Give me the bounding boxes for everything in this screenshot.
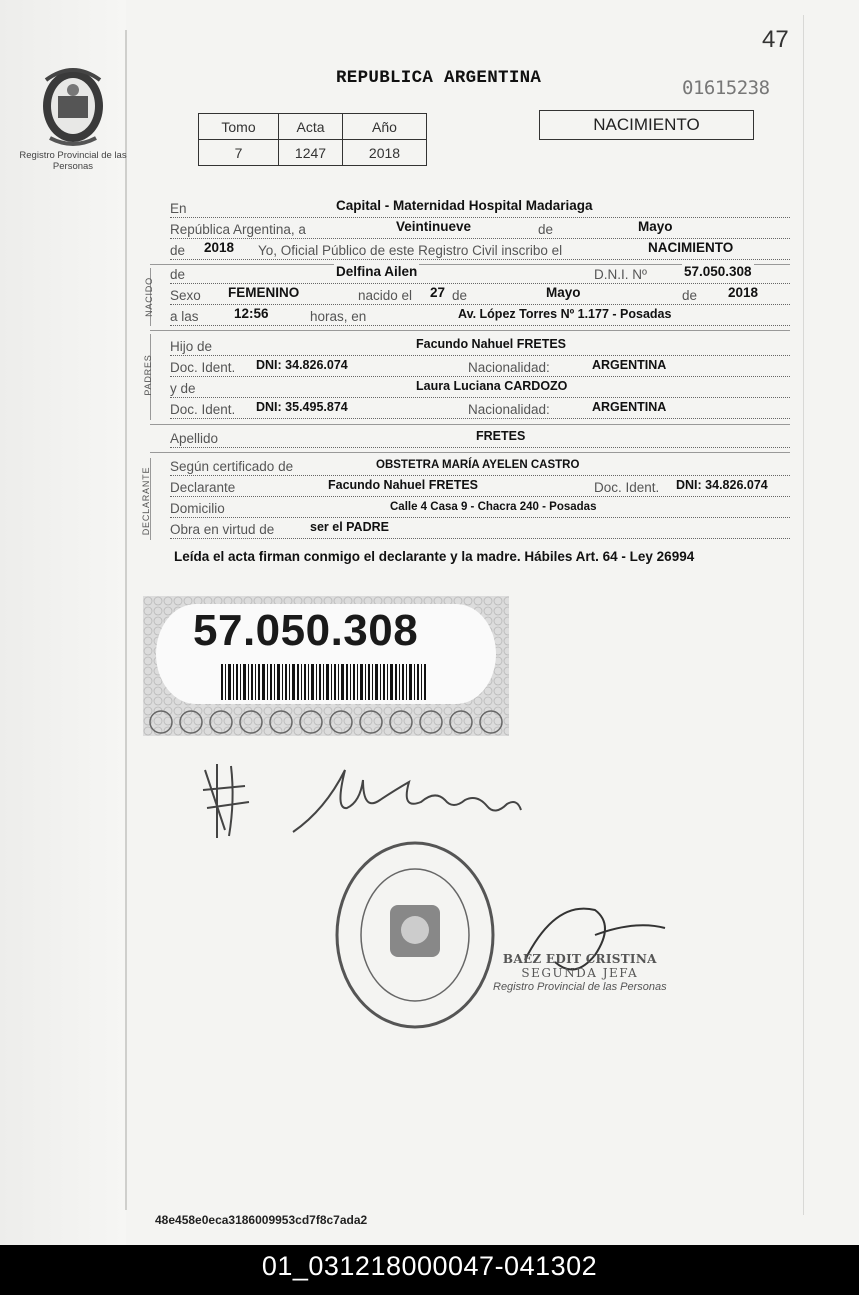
separator-padres-top (150, 330, 790, 331)
value-day: Veintinueve (396, 219, 472, 234)
value-child-dni: 57.050.308 (684, 264, 752, 279)
label-dni: D.N.I. Nº (594, 267, 647, 282)
value-month: Mayo (638, 219, 673, 234)
line-father-doc (170, 357, 790, 377)
value-tomo: 7 (199, 140, 279, 166)
value-birth-place: Av. López Torres Nº 1.177 - Posadas (458, 307, 672, 321)
act-type-box: NACIMIENTO (539, 110, 754, 140)
value-place-of-record: Capital - Maternidad Hospital Madariaga (336, 198, 593, 213)
value-act-type: NACIMIENTO (648, 240, 734, 255)
value-mother-name: Laura Luciana CARDOZO (416, 379, 568, 393)
label-segun-certificado: Según certificado de (170, 459, 294, 474)
line-obra (170, 519, 790, 539)
page-number: 47 (762, 26, 789, 53)
line-republica (170, 219, 790, 239)
value-year: 2018 (204, 240, 235, 255)
dni-number-card (143, 596, 509, 736)
register-value-row (199, 140, 427, 166)
barcode (221, 664, 426, 700)
value-certificate-issuer: OBSTETRA MARÍA AYELEN CASTRO (376, 459, 580, 471)
official-role: SEGUNDA JEFA (521, 966, 639, 980)
label-a-las: a las (170, 309, 199, 324)
value-father-nationality: ARGENTINA (592, 358, 667, 372)
label-obra-en-virtud: Obra en virtud de (170, 522, 275, 537)
line-mother-doc (170, 399, 790, 419)
serial-number: 01615238 (682, 77, 770, 99)
official-stamp (337, 843, 493, 1027)
line-nacido-hora (170, 306, 790, 326)
label-de-name: de (170, 267, 186, 282)
value-birth-month: Mayo (546, 285, 581, 300)
label-y-de: y de (170, 381, 196, 396)
footer-code: 01_031218000047-041302 (261, 1251, 598, 1281)
label-republica: República Argentina, a (170, 222, 306, 237)
label-apellido: Apellido (170, 431, 219, 446)
label-hijo-de: Hijo de (170, 339, 213, 354)
label-de-month: de (452, 288, 468, 303)
label-en: En (170, 201, 187, 216)
value-birth-time: 12:56 (234, 306, 269, 321)
signatures-and-stamp (195, 750, 815, 1050)
label-doc-ident-2: Doc. Ident. (170, 402, 236, 417)
dni-card-number: 57.050.308 (193, 606, 419, 655)
register-table (198, 113, 427, 166)
footer-code-bar (0, 1245, 859, 1295)
line-nacido-sexo (170, 285, 790, 305)
label-domicilio: Domicilio (170, 501, 225, 516)
label-horas-en: horas, en (310, 309, 367, 324)
label-nacionalidad: Nacionalidad: (468, 360, 550, 375)
line-certificado (170, 456, 790, 476)
official-org: Registro Provincial de las Personas (493, 981, 667, 993)
value-obra: ser el PADRE (310, 520, 389, 534)
line-y-de (170, 378, 790, 398)
page-fold-left (125, 30, 127, 1210)
line-en (170, 198, 790, 218)
line-domicilio (170, 498, 790, 518)
mother-signature (293, 770, 521, 832)
line-nacido-name (170, 264, 790, 284)
label-doc-ident-3: Doc. Ident. (594, 480, 660, 495)
label-sexo: Sexo (170, 288, 201, 303)
declarant-signature (203, 764, 249, 838)
section-label-padres: PADRES (143, 354, 153, 396)
label-nacionalidad-2: Nacionalidad: (468, 402, 550, 417)
section-label-declarante: DECLARANTE (141, 466, 151, 536)
value-declarant-name: Facundo Nahuel FRETES (328, 478, 479, 492)
page-left-margin (0, 0, 126, 1245)
logo-caption: Registro Provincial de las Personas (19, 150, 127, 172)
header-anio: Año (343, 114, 427, 140)
register-header-row (199, 114, 427, 140)
security-ring-row (143, 708, 509, 736)
label-de-year2: de (682, 288, 698, 303)
value-anio: 2018 (343, 140, 427, 166)
line-declarante (170, 477, 790, 497)
line-apellido (170, 428, 790, 448)
line-hijo-de (170, 336, 790, 356)
value-declarant-doc: DNI: 34.826.074 (676, 478, 768, 492)
value-birth-day: 27 (430, 285, 446, 300)
value-domicilio: Calle 4 Casa 9 - Chacra 240 - Posadas (390, 501, 597, 513)
header-acta: Acta (279, 114, 343, 140)
value-acta: 1247 (279, 140, 343, 166)
line-oficial (170, 240, 790, 260)
closing-statement: Leída el acta firman conmigo el declarante y la madre. Hábiles Art. 64 - Ley 26994 (174, 549, 695, 564)
header-tomo: Tomo (199, 114, 279, 140)
official-block (493, 952, 667, 994)
label-declarante: Declarante (170, 480, 236, 495)
document-hash: 48e458e0eca3186009953cd7f8c7ada2 (155, 1213, 368, 1227)
value-mother-nationality: ARGENTINA (592, 400, 667, 414)
label-de: de (538, 222, 554, 237)
value-birth-year: 2018 (728, 285, 759, 300)
value-father-name: Facundo Nahuel FRETES (416, 337, 567, 351)
value-apellido: FRETES (476, 429, 526, 443)
coat-of-arms-logo (36, 60, 110, 148)
value-mother-doc: DNI: 35.495.874 (256, 400, 348, 414)
separator-apellido-top (150, 424, 790, 425)
label-oficial: Yo, Oficial Público de este Registro Civil inscribo el (258, 243, 563, 258)
label-nacido-el: nacido el (358, 288, 413, 303)
separator-declarante-top (150, 452, 790, 453)
label-de-year: de (170, 243, 186, 258)
value-father-doc: DNI: 34.826.074 (256, 358, 348, 372)
label-doc-ident: Doc. Ident. (170, 360, 236, 375)
official-name: BAEZ EDIT CRISTINA (502, 952, 657, 966)
value-child-name: Delfina Ailen (336, 264, 418, 279)
document-title: REPUBLICA ARGENTINA (336, 68, 542, 88)
section-label-nacido: NACIDO (144, 277, 154, 317)
value-sexo: FEMENINO (228, 285, 300, 300)
